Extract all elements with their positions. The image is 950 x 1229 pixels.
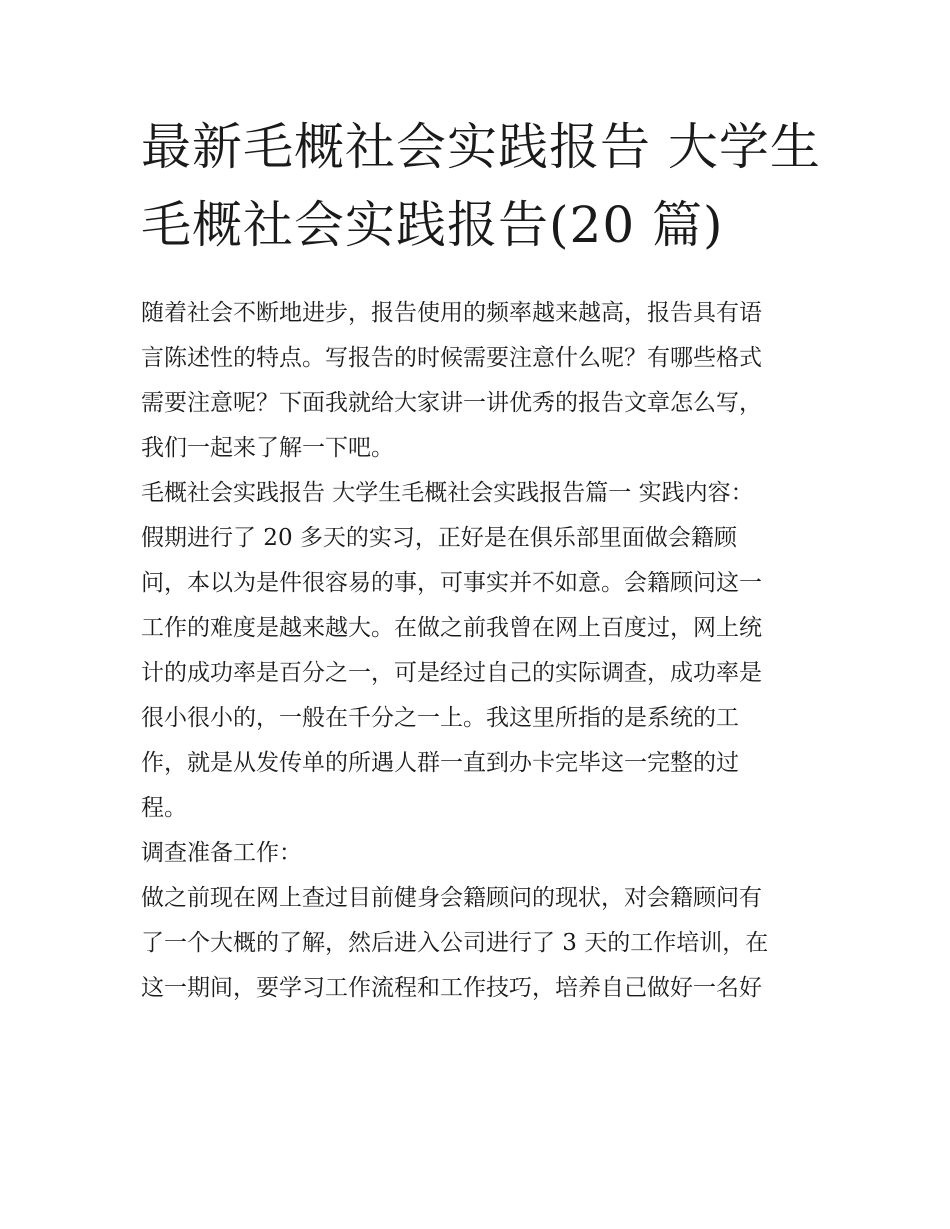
text-line: 需要注意呢？下面我就给大家讲一讲优秀的报告文章怎么写，	[141, 390, 762, 416]
text-line: 言陈述性的特点。写报告的时候需要注意什么呢？有哪些格式	[141, 345, 762, 371]
text-line: 程。	[141, 795, 187, 821]
text-line: 问，本以为是件很容易的事，可事实并不如意。会籍顾问这一	[141, 570, 762, 596]
text-line: 了一个大概的了解，然后进入公司进行了 3 天的工作培训，在	[141, 930, 769, 956]
document-title	[141, 108, 821, 264]
section-paragraph	[141, 471, 813, 831]
text-line: 工作的难度是越来越大。在做之前我曾在网上百度过，网上统	[141, 615, 762, 641]
text-line: 假期进行了 20 多天的实习，正好是在俱乐部里面做会籍顾	[141, 525, 737, 551]
text-line: 随着社会不断地进步，报告使用的频率越来越高，报告具有语	[141, 300, 762, 326]
text-line: 做之前现在网上查过目前健身会籍顾问的现状，对会籍顾问有	[141, 885, 762, 911]
title-line: 毛概社会实践报告(20 篇)	[141, 196, 724, 254]
text-line: 毛概社会实践报告 大学生毛概社会实践报告篇一 实践内容：	[141, 480, 754, 506]
intro-paragraph	[141, 291, 813, 471]
title-line: 最新毛概社会实践报告 大学生	[141, 118, 821, 176]
text-line: 计的成功率是百分之一，可是经过自己的实际调查，成功率是	[141, 660, 762, 686]
document-page	[141, 108, 821, 1011]
text-line: 作，就是从发传单的所遇人群一直到办卡完毕这一完整的过	[141, 750, 739, 776]
text-line: 我们一起来了解一下吧。	[141, 435, 394, 461]
prep-heading	[141, 831, 813, 876]
prep-paragraph	[141, 876, 813, 1011]
text-line: 这一期间，要学习工作流程和工作技巧，培养自己做好一名好	[141, 975, 762, 1001]
text-line: 很小很小的，一般在千分之一上。我这里所指的是系统的工	[141, 705, 739, 731]
subheading-line: 调查准备工作：	[141, 840, 302, 866]
